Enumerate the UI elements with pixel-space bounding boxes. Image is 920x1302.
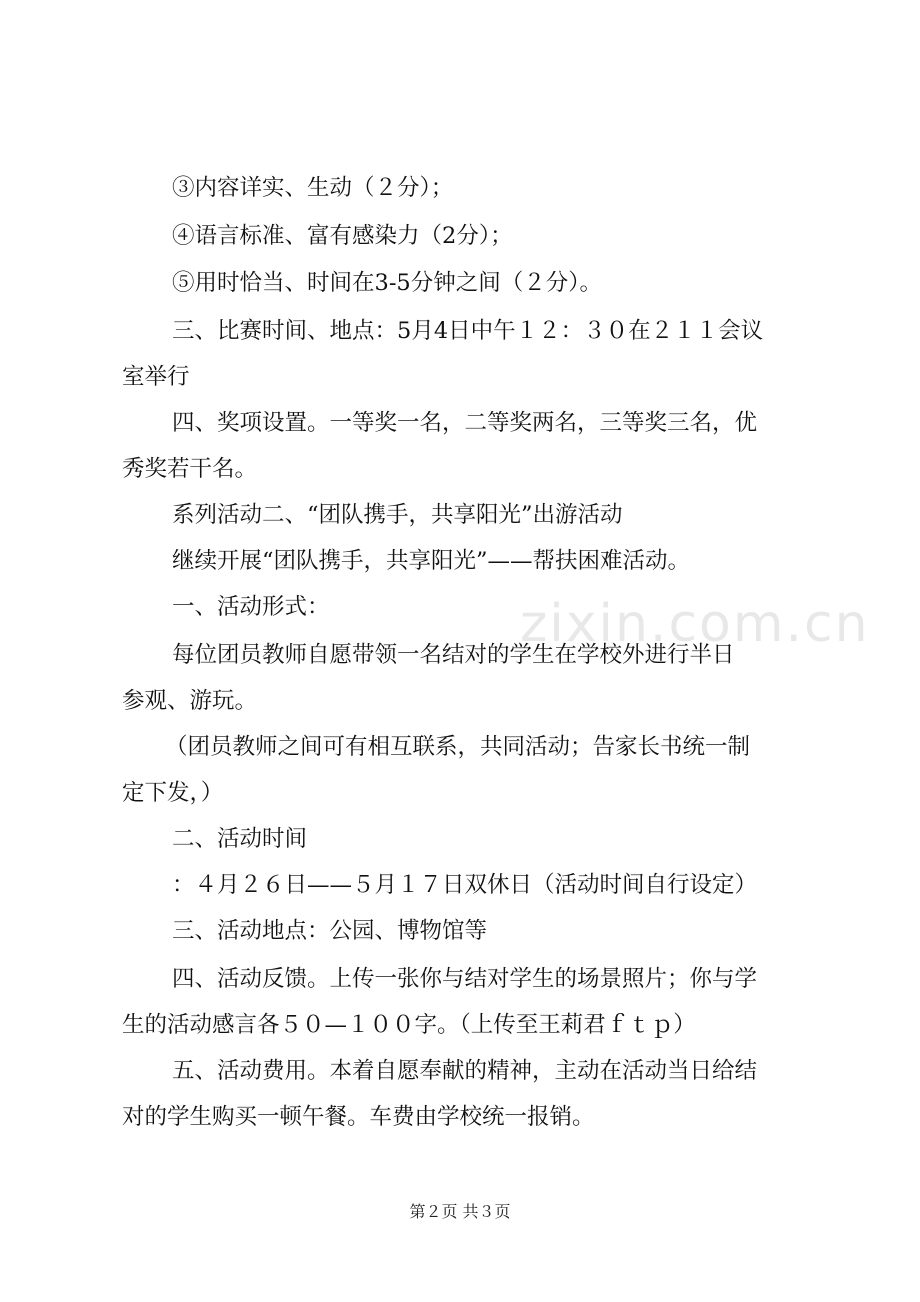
doc-line-1: ③内容详实、生动（２分）； [172, 175, 454, 201]
doc-line-6: 四、奖项设置。一等奖一名，二等奖两名，三等奖三名，优 [172, 410, 758, 436]
doc-line-13: （团员教师之间可有相互联系，共同活动；告家长书统一制 [165, 734, 751, 760]
doc-line-16: ：４月２６日——５月１７日双休日（活动时间自行设定） [172, 872, 758, 898]
doc-line-5: 室举行 [122, 364, 190, 390]
doc-line-2: ④语言标准、富有感染力（2分）； [172, 223, 513, 249]
doc-line-12: 参观、游玩。 [122, 688, 258, 714]
page-number-footer: 第２页 共３页 [409, 1202, 511, 1221]
doc-line-3: ⑤用时恰当、时间在3-5分钟之间（２分）。 [172, 270, 602, 296]
doc-line-4: 三、比赛时间、地点：5月4日中午１２：３０在２１１会议 [172, 318, 764, 344]
doc-line-11: 每位团员教师自愿带领一名结对的学生在学校外进行半日 [172, 642, 735, 668]
watermark: zixin.com.cn [520, 594, 870, 654]
doc-line-14: 定下发，） [122, 780, 224, 806]
doc-line-18: 四、活动反馈。上传一张你与结对学生的场景照片；你与学 [172, 966, 758, 992]
doc-line-21: 对的学生购买一顿午餐。车费由学校统一报销。 [122, 1104, 595, 1130]
doc-line-15: 二、活动时间 [172, 826, 308, 852]
doc-line-7: 秀奖若干名。 [122, 456, 258, 482]
doc-line-20: 五、活动费用。本着自愿奉献的精神，主动在活动当日给结 [172, 1058, 758, 1084]
doc-line-19: 生的活动感言各５０—１００字。（上传至王莉君ｆｔｐ） [122, 1012, 696, 1038]
doc-line-17: 三、活动地点：公园、博物馆等 [172, 918, 488, 944]
doc-line-10: 一、活动形式： [172, 594, 330, 620]
doc-line-8: 系列活动二、“团队携手，共享阳光”出游活动 [172, 502, 623, 528]
doc-line-9: 继续开展“团队携手，共享阳光”——帮扶困难活动。 [172, 548, 691, 574]
